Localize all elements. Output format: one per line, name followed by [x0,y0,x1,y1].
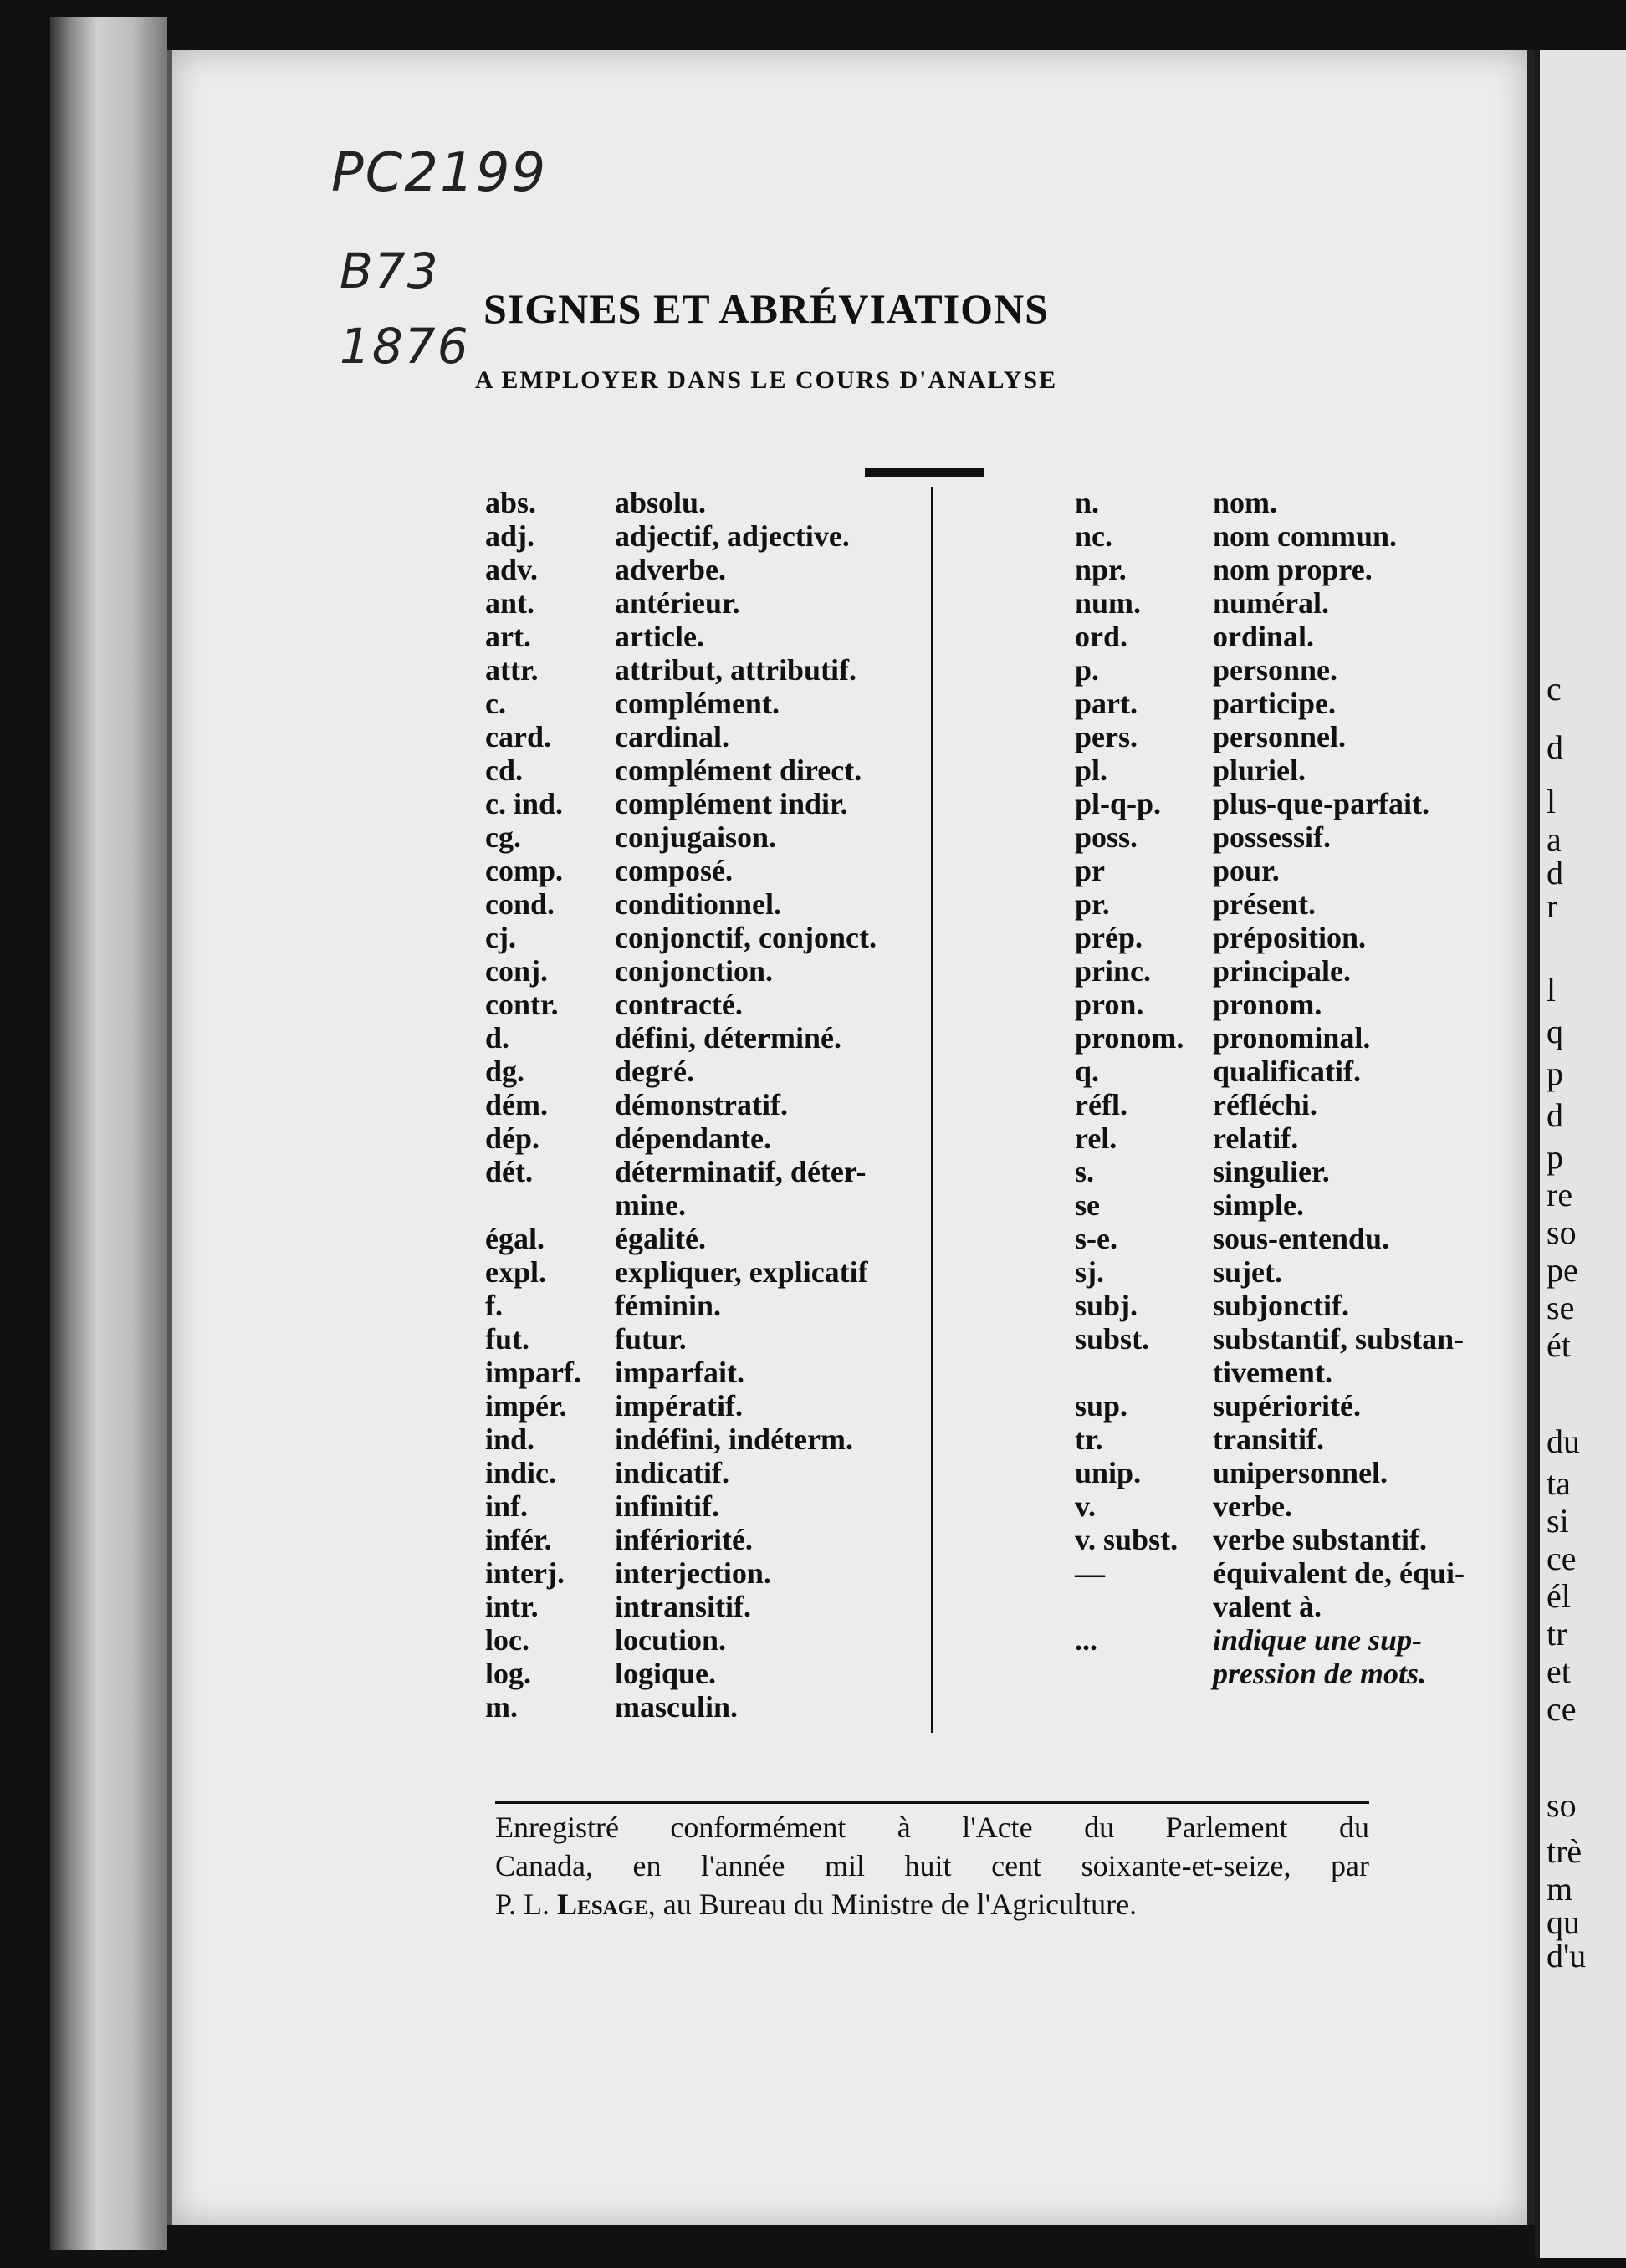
abbreviation: p. [1075,653,1100,687]
page-title: SIGNES ET ABRÉVIATIONS [483,285,1049,332]
meaning: sujet. [1213,1255,1282,1289]
meaning: participe. [1213,687,1336,720]
facing-page-text: m [1547,1870,1573,1908]
title-rule [865,468,984,477]
meaning: impératif. [615,1389,743,1423]
abbreviation: adv. [485,553,539,586]
abbreviation: tr. [1075,1423,1103,1456]
facing-page-text: trè [1547,1832,1583,1870]
meaning: interjection. [615,1556,771,1590]
meaning: unipersonnel. [1213,1456,1388,1489]
meaning: numéral. [1213,586,1329,620]
meaning: adjectif, adjective. [615,519,850,553]
facing-page-text: so [1547,1786,1577,1824]
abbreviation: card. [485,720,551,753]
facing-page-text: él [1547,1577,1571,1615]
meaning: qualificatif. [1213,1055,1361,1088]
meaning: déterminatif, déter- [615,1155,867,1188]
meaning: féminin. [615,1289,722,1322]
meaning: complément. [615,687,780,720]
abbreviation: abs. [485,486,537,519]
facing-page-text: et [1547,1652,1571,1690]
abbreviation: dém. [485,1088,548,1121]
footer-line-3-end: , au Bureau du Ministre de l'Agriculture. [647,1887,1138,1921]
abbreviation: subst. [1075,1322,1150,1356]
meaning: personnel. [1213,720,1347,753]
abbreviation: ord. [1075,620,1127,653]
abbreviation: pron. [1075,988,1144,1021]
footer-line-2: Canada, en l'année mil huit cent soixante-et-seize, par [495,1849,1369,1882]
meaning: défini, déterminé. [615,1021,841,1055]
abbreviation: num. [1075,586,1142,620]
abbreviation: contr. [485,988,559,1021]
abbreviation: rel. [1075,1121,1117,1155]
meaning: tivement. [1213,1356,1332,1389]
facing-page-text: re [1547,1176,1573,1213]
abbreviation: expl. [485,1255,547,1289]
facing-page-text: qu [1547,1903,1580,1941]
handwritten-year: 1876 [340,318,470,375]
abbreviation: nc. [1075,519,1112,553]
meaning: réfléchi. [1213,1088,1317,1121]
meaning: simple. [1213,1188,1305,1222]
abbreviation: c. ind. [485,787,564,820]
footer-line-3 [495,1885,1369,1923]
meaning: indicatif. [615,1456,730,1489]
meaning: indique une sup- [1213,1623,1423,1657]
meaning: futur. [615,1322,687,1356]
meaning: logique. [615,1657,717,1690]
abbreviation: inf. [485,1489,529,1523]
meaning: intransitif. [615,1590,752,1623]
meaning: personne. [1213,653,1338,687]
meaning: démonstratif. [615,1088,788,1121]
meaning: supériorité. [1213,1389,1361,1423]
abbreviation: ant. [485,586,535,620]
facing-page-text: tr [1547,1615,1567,1652]
facing-page-text: c [1547,670,1562,707]
facing-page-fragment [1535,50,1626,2258]
abbreviation: se [1075,1188,1100,1222]
meaning: dépendante. [615,1121,772,1155]
meaning: subjonctif. [1213,1289,1350,1322]
meaning: imparfait. [615,1356,744,1389]
abbreviation: réfl. [1075,1088,1127,1121]
meaning: article. [615,620,704,653]
abbreviation: q. [1075,1055,1100,1088]
abbreviation: s. [1075,1155,1095,1188]
meaning: nom propre. [1213,553,1373,586]
abbreviation: imparf. [485,1356,581,1389]
facing-page-text: r [1547,887,1558,925]
abbreviation: interj. [485,1556,565,1590]
meaning: conditionnel. [615,887,782,921]
abbreviation: ... [1075,1623,1097,1657]
facing-page-text: a [1547,820,1562,858]
meaning: singulier. [1213,1155,1330,1188]
abbreviation: cj. [485,921,516,954]
meaning: relatif. [1213,1121,1299,1155]
abbreviation: part. [1075,687,1138,720]
meaning: pour. [1213,854,1280,887]
footer-line-3-start: P. L. [495,1887,558,1921]
abbreviation: ind. [485,1423,535,1456]
abbreviation: cd. [485,753,523,787]
abbreviation: prép. [1075,921,1143,954]
abbreviation: sj. [1075,1255,1104,1289]
publisher-name: Lesage [557,1887,648,1921]
meaning: indéfini, indéterm. [615,1423,853,1456]
abbreviation: n. [1075,486,1100,519]
abbreviation: cg. [485,820,521,854]
facing-page-text: si [1547,1502,1569,1540]
meaning: absolu. [615,486,707,519]
facing-page-text: d'u [1547,1937,1587,1974]
abbreviation: comp. [485,854,563,887]
facing-page-text: ét [1547,1326,1571,1364]
meaning: préposition. [1213,921,1367,954]
meaning: pression de mots. [1213,1657,1427,1690]
abbreviation: cond. [485,887,555,921]
abbreviation: v. [1075,1489,1097,1523]
meaning: pronominal. [1213,1021,1371,1055]
abbreviation: pronom. [1075,1021,1184,1055]
facing-page-text: so [1547,1213,1577,1251]
abbreviation: conj. [485,954,548,988]
meaning: verbe. [1213,1489,1292,1523]
abbreviation: f. [485,1289,503,1322]
meaning: conjonction. [615,954,773,988]
meaning: cardinal. [615,720,730,753]
meaning: complément indir. [615,787,848,820]
abbreviation: fut. [485,1322,529,1356]
meaning: antérieur. [615,586,740,620]
facing-page-text: d [1547,728,1563,766]
meaning: expliquer, explicatif [615,1255,868,1289]
meaning: ordinal. [1213,620,1315,653]
meaning: valent à. [1213,1590,1322,1623]
abbreviation: adj. [485,519,535,553]
abbreviation: impér. [485,1389,567,1423]
meaning: pronom. [1213,988,1322,1021]
meaning: infériorité. [615,1523,753,1556]
meaning: conjugaison. [615,820,777,854]
meaning: équivalent de, équi- [1213,1556,1465,1590]
facing-page-text: du [1547,1423,1580,1460]
facing-page-text: l [1547,783,1557,820]
abbreviation: poss. [1075,820,1138,854]
abbreviation: dét. [485,1155,533,1188]
facing-page-text: se [1547,1289,1575,1326]
abbreviation: dép. [485,1121,540,1155]
meaning: composé. [615,854,733,887]
column-divider [931,487,933,1733]
meaning: nom. [1213,486,1278,519]
meaning: plus-que-parfait. [1213,787,1430,820]
abbreviation: pl-q-p. [1075,787,1162,820]
abbreviation: pers. [1075,720,1138,753]
meaning: contracté. [615,988,743,1021]
abbreviation: c. [485,687,506,720]
abbreviation: loc. [485,1623,529,1657]
meaning: complément direct. [615,753,862,787]
meaning: égalité. [615,1222,706,1255]
facing-page-text: p [1547,1138,1563,1176]
abbreviation: subj. [1075,1289,1138,1322]
abbreviation: sup. [1075,1389,1128,1423]
handwritten-callnumber: PC2199 [331,142,548,204]
facing-page-text: ta [1547,1464,1571,1502]
meaning: degré. [615,1055,694,1088]
abbreviation: s-e. [1075,1222,1117,1255]
meaning: transitif. [1213,1423,1324,1456]
abbreviation: npr. [1075,553,1127,586]
abbreviation: princ. [1075,954,1152,988]
copyright-notice [495,1808,1369,1923]
abbreviation: unip. [1075,1456,1142,1489]
meaning: adverbe. [615,553,726,586]
facing-page-text: p [1547,1055,1563,1092]
abbreviation: d. [485,1021,510,1055]
scan-left-edge [50,17,167,2250]
handwritten-cutter: B73 [340,243,440,299]
facing-page-text: l [1547,971,1557,1009]
abbreviation: pr. [1075,887,1110,921]
abbreviation: pr [1075,854,1105,887]
abbreviation: intr. [485,1590,539,1623]
facing-page-text: q [1547,1013,1563,1050]
meaning: masculin. [615,1690,739,1724]
meaning: locution. [615,1623,727,1657]
meaning: pluriel. [1213,753,1306,787]
meaning: présent. [1213,887,1316,921]
abbreviation: dg. [485,1055,525,1088]
abbreviation: art. [485,620,531,653]
meaning: verbe substantif. [1213,1523,1428,1556]
facing-page-text: d [1547,854,1563,891]
meaning: nom commun. [1213,519,1398,553]
facing-page-text: pe [1547,1251,1578,1289]
meaning: possessif. [1213,820,1332,854]
abbreviation: indic. [485,1456,557,1489]
abbreviation: attr. [485,653,539,687]
facing-page-text: ce [1547,1690,1577,1728]
meaning: mine. [615,1188,686,1222]
meaning: sous-entendu. [1213,1222,1390,1255]
abbreviation: log. [485,1657,532,1690]
meaning: infinitif. [615,1489,720,1523]
meaning: principale. [1213,954,1352,988]
meaning: substantif, substan- [1213,1322,1465,1356]
footer-rule [495,1801,1369,1804]
facing-page-text: ce [1547,1540,1577,1577]
abbreviation: — [1075,1556,1105,1590]
abbreviation: v. subst. [1075,1523,1179,1556]
meaning: conjonctif, conjonct. [615,921,877,954]
footer-line-1: Enregistré conformément à l'Acte du Parlement du [495,1811,1369,1844]
abbreviation: égal. [485,1222,545,1255]
facing-page-text: d [1547,1096,1563,1134]
abbreviation: m. [485,1690,518,1724]
abbreviation: pl. [1075,753,1108,787]
page-subtitle: A EMPLOYER DANS LE COURS D'ANALYSE [474,366,1058,394]
abbreviation: infér. [485,1523,552,1556]
meaning: attribut, attributif. [615,653,856,687]
